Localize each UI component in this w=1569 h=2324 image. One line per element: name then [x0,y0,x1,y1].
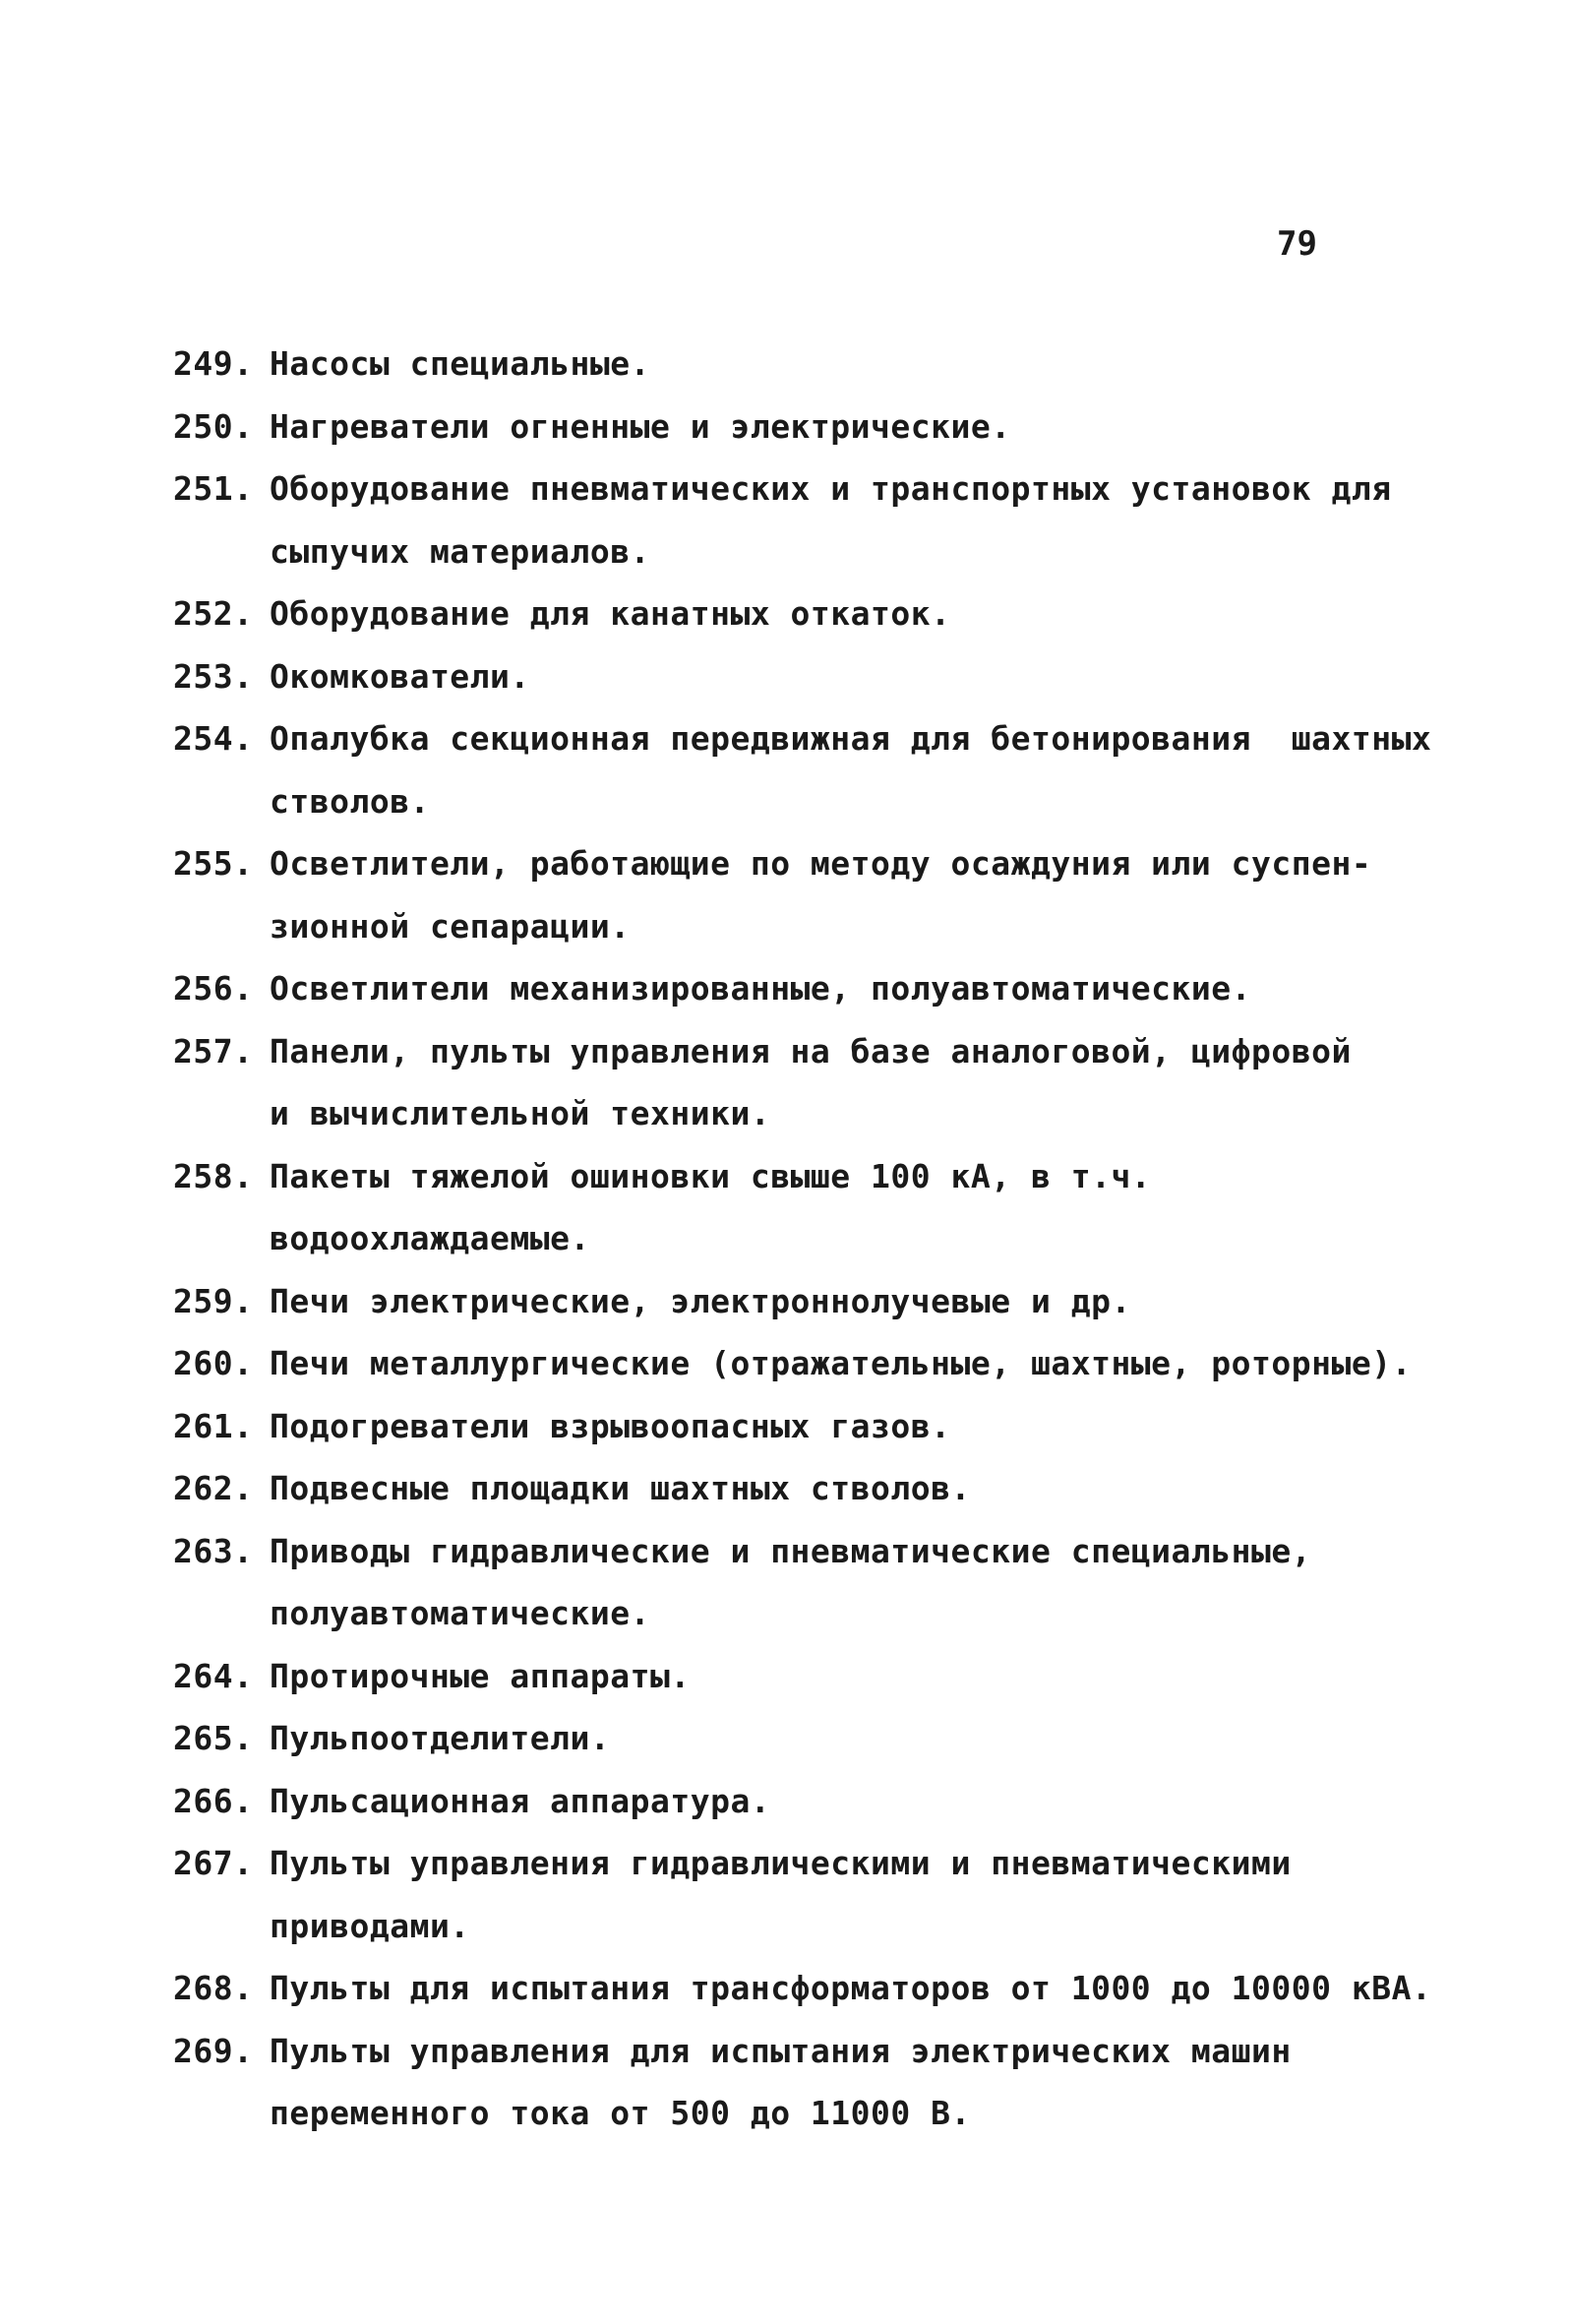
item-number: 264. [173,1656,254,1695]
list-item [173,2020,1452,2145]
item-text-line: Панели, пульты управления на базе аналоговой, цифровой [270,1031,1352,1070]
item-number: 269. [173,2031,254,2070]
item-text-line: Осветлители механизированные, полуавтоматические. [270,969,1252,1008]
item-text [270,1770,1452,1833]
item-text [270,1957,1452,2020]
item-number: 259. [173,1281,254,1320]
item-number: 260. [173,1344,254,1382]
list-item [173,707,1452,832]
list-item [173,582,1452,645]
list-item [173,1645,1452,1708]
list-item [173,396,1452,459]
item-text-line: приводами. [270,1906,470,1945]
item-text-line: полуавтоматические. [270,1594,650,1632]
item-number: 258. [173,1156,254,1195]
item-number: 262. [173,1469,254,1507]
list-item [173,832,1452,957]
item-text-line: Пульты управления гидравлическими и пневматическими [270,1844,1292,1882]
list-item [173,1770,1452,1833]
item-text [270,582,1452,645]
item-number: 267. [173,1844,254,1882]
item-text [270,396,1452,459]
item-number: 261. [173,1406,254,1445]
item-text [270,2020,1452,2145]
item-text-line: Подвесные площадки шахтных стволов. [270,1469,971,1507]
item-text-line: Нагреватели огненные и электрические. [270,406,1011,446]
item-text-line: Окомкователи. [270,656,530,696]
list-item [173,1020,1452,1145]
list-item [173,1832,1452,1957]
item-text [270,1395,1452,1458]
list-item [173,1707,1452,1770]
item-text [270,1832,1452,1957]
item-text-line: Печи металлургические (отражательные, шахтные, роторные). [270,1344,1412,1382]
item-text-line: Оборудование пневматических и транспортных установок для [270,469,1392,508]
equipment-list [173,333,1452,2145]
item-number: 255. [173,844,254,883]
item-text-line: зионной сепарации. [270,906,631,946]
item-text [270,1332,1452,1395]
item-number: 268. [173,1969,254,2007]
item-text-line: Осветлители, работающие по методу осаждуния или суспен- [270,844,1372,883]
item-text-line: Опалубка секционная передвижная для бетонирования шахтных [270,719,1432,758]
item-number: 252. [173,594,254,633]
item-number: 249. [173,344,254,383]
item-text-line: Протирочные аппараты. [270,1656,691,1695]
list-item [173,1957,1452,2020]
item-text-line: Оборудование для канатных откаток. [270,594,951,633]
list-item [173,1270,1452,1333]
item-text-line: Подогреватели взрывоопасных газов. [270,1406,951,1445]
list-item [173,333,1452,396]
item-text-line: Печи электрические, электроннолучевые и др. [270,1281,1131,1320]
item-number: 266. [173,1781,254,1820]
item-text [270,1270,1452,1333]
item-text-line: Пульты для испытания трансформаторов от 1000 до 10000 кВА. [270,1969,1432,2007]
list-item [173,458,1452,582]
list-item [173,1457,1452,1520]
item-text [270,333,1452,396]
item-text [270,458,1452,582]
item-text [270,645,1452,708]
list-item [173,1395,1452,1458]
list-item [173,645,1452,708]
item-text [270,707,1452,832]
item-number: 256. [173,969,254,1008]
item-number: 251. [173,469,254,508]
item-number: 257. [173,1031,254,1070]
item-text-line: Пульсационная аппаратура. [270,1781,771,1820]
item-text-line: Приводы гидравлические и пневматические специальные, [270,1531,1312,1570]
item-text-line: Насосы специальные. [270,344,650,383]
item-text-line: Пульты управления для испытания электрических машин [270,2031,1292,2070]
item-text [270,957,1452,1020]
list-item [173,1332,1452,1395]
list-item [173,1145,1452,1270]
item-text-line: сыпучих материалов. [270,531,650,571]
item-text [270,1145,1452,1270]
item-text [270,1457,1452,1520]
item-number: 265. [173,1719,254,1757]
item-text [270,832,1452,957]
list-item [173,1520,1452,1645]
item-text-line: Пульпоотделители. [270,1719,611,1757]
item-text [270,1520,1452,1645]
item-text [270,1707,1452,1770]
item-number: 253. [173,656,254,696]
item-text-line: Пакеты тяжелой ошиновки свыше 100 кА, в т.ч. водоохлаждаемые. [270,1156,1172,1257]
page-number: 79 [1277,224,1317,264]
item-text [270,1645,1452,1708]
item-number: 250. [173,406,254,446]
item-text-line: стволов. [270,781,430,821]
item-number: 254. [173,719,254,758]
list-item [173,957,1452,1020]
item-text-line: и вычислительной техники. [270,1094,771,1132]
item-number: 263. [173,1531,254,1570]
item-text [270,1020,1452,1145]
item-text-line: переменного тока от 500 до 11000 В. [270,2094,971,2132]
